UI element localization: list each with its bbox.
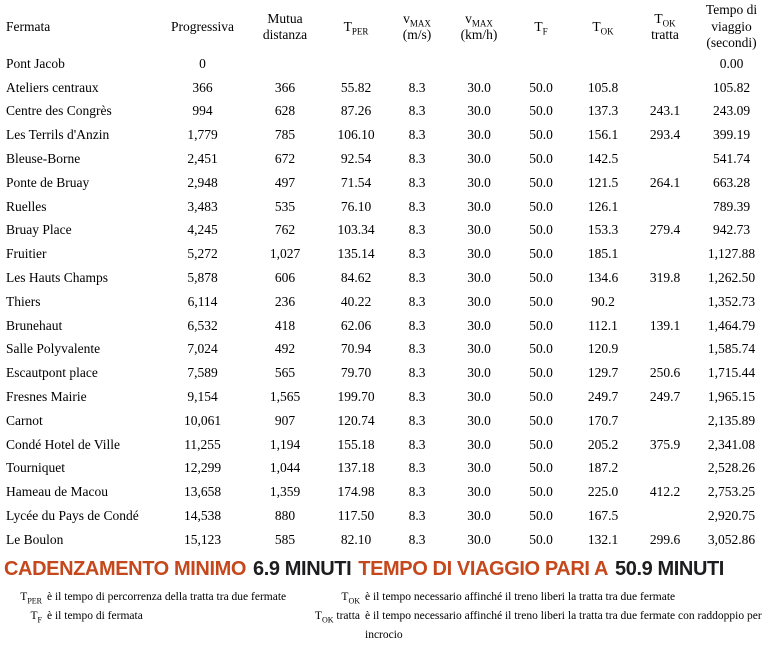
- value-cell: 30.0: [467, 103, 491, 119]
- value-cell: [387, 52, 447, 76]
- stop-name-cell: Le Boulon: [6, 531, 64, 547]
- col-header-label: T: [534, 18, 543, 34]
- value-cell: 155.18: [337, 436, 375, 452]
- stop-name-cell: Salle Polyvalente: [6, 341, 101, 357]
- footnotes-left-column: [0, 588, 296, 645]
- footnotes: [0, 588, 768, 645]
- col-header-label: Fermata: [6, 18, 51, 34]
- footnote-subscript: OK: [321, 615, 334, 625]
- value-cell: 249.7: [587, 389, 619, 405]
- col-header-label: $T_{OK}$: [654, 10, 676, 29]
- value-cell: 319.8: [649, 270, 681, 286]
- value-cell: 13,658: [183, 484, 222, 500]
- footnote-subscript: F: [37, 615, 42, 625]
- value-cell: 205.2: [587, 436, 619, 452]
- value-cell: 2,948: [187, 174, 218, 190]
- value-cell: 250.6: [649, 365, 681, 381]
- value-cell: 30.0: [467, 365, 491, 381]
- col-header-t-ok: [571, 2, 635, 52]
- stop-name-cell: Thiers: [6, 293, 41, 309]
- col-header-t-per: [325, 2, 387, 52]
- value-cell: 50.0: [529, 198, 553, 214]
- value-cell: 135.14: [337, 246, 375, 262]
- stop-name-cell: Fresnes Mairie: [6, 389, 87, 405]
- table-row: [0, 385, 768, 409]
- value-cell: 30.0: [467, 246, 491, 262]
- value-cell: [635, 290, 695, 314]
- col-header-suffix: tratta: [651, 27, 679, 42]
- value-cell: 0: [199, 55, 206, 71]
- value-cell: 8.3: [408, 365, 426, 381]
- value-cell: 8.3: [408, 103, 426, 119]
- value-cell: 62.06: [340, 317, 372, 333]
- value-cell: 994: [192, 103, 213, 119]
- value-cell: [635, 76, 695, 100]
- value-cell: 50.0: [529, 317, 553, 333]
- value-cell: 82.10: [340, 531, 372, 547]
- value-cell: 880: [274, 508, 296, 524]
- stop-name-cell: Lycée du Pays de Condé: [6, 508, 139, 524]
- value-cell: 50.0: [529, 365, 553, 381]
- value-cell: 8.3: [408, 293, 426, 309]
- value-cell: 9,154: [187, 389, 218, 405]
- table-row: [0, 195, 768, 219]
- value-cell: 293.4: [649, 127, 681, 143]
- col-header-subscript: PER: [351, 26, 369, 37]
- value-cell: 30.0: [467, 531, 491, 547]
- col-header-label: Tempo di viaggio (secondi): [705, 2, 758, 51]
- value-cell: [635, 338, 695, 362]
- value-cell: 30.0: [467, 436, 491, 452]
- value-cell: 1,585.74: [707, 341, 756, 357]
- table-row: [0, 433, 768, 457]
- value-cell: 79.70: [340, 365, 372, 381]
- col-header-label: Mutua distanza: [262, 10, 308, 42]
- value-cell: 92.54: [340, 151, 372, 167]
- table-row: [0, 504, 768, 528]
- value-cell: 366: [192, 79, 213, 95]
- footnote-t-ok: [296, 588, 768, 607]
- value-cell: [635, 409, 695, 433]
- col-header-label: Progressiva: [171, 18, 234, 34]
- value-cell: 565: [274, 365, 296, 381]
- footnote-text: è il tempo necessario affinché il treno liberi la tratta tra due fermate: [365, 590, 676, 603]
- value-cell: 8.3: [408, 174, 426, 190]
- value-cell: 199.70: [337, 389, 375, 405]
- value-cell: 2,451: [187, 151, 218, 167]
- value-cell: 30.0: [467, 270, 491, 286]
- value-cell: 50.0: [529, 508, 553, 524]
- table-row: [0, 123, 768, 147]
- value-cell: 174.98: [337, 484, 375, 500]
- table-row: [0, 147, 768, 171]
- stop-name-cell: Carnot: [6, 412, 43, 428]
- col-header-vmax-ms: [387, 2, 447, 52]
- col-header-subscript: F: [542, 26, 548, 37]
- value-cell: 30.0: [467, 460, 491, 476]
- value-cell: 40.22: [340, 293, 372, 309]
- table-row: [0, 409, 768, 433]
- footnote-term: $T_F$: [30, 609, 42, 625]
- value-cell: 156.1: [587, 127, 619, 143]
- col-header-label: T: [343, 18, 352, 34]
- value-cell: 120.74: [337, 412, 375, 428]
- stop-name-cell: Brunehaut: [6, 317, 63, 333]
- stop-name-cell: Ruelles: [6, 198, 47, 214]
- value-cell: 187.2: [587, 460, 619, 476]
- value-cell: 789.39: [712, 198, 751, 214]
- value-cell: [325, 52, 387, 76]
- value-cell: 50.0: [529, 174, 553, 190]
- value-cell: 129.7: [587, 365, 619, 381]
- stop-name-cell: Centre des Congrès: [6, 103, 112, 119]
- value-cell: 535: [274, 198, 296, 214]
- value-cell: 1,027: [269, 246, 301, 262]
- value-cell: 1,565: [269, 389, 301, 405]
- value-cell: 3,483: [187, 198, 218, 214]
- col-header-tempo-viaggio: [695, 2, 768, 52]
- footnote-term-suffix: tratta: [333, 609, 360, 622]
- value-cell: 279.4: [649, 222, 681, 238]
- value-cell: 1,194: [269, 436, 301, 452]
- value-cell: 30.0: [467, 317, 491, 333]
- value-cell: 412.2: [649, 484, 681, 500]
- value-cell: 50.0: [529, 484, 553, 500]
- col-header-label: $v_{MAX}$: [465, 10, 493, 29]
- tempo-viaggio-value: 50.9 MINUTI: [615, 557, 724, 580]
- value-cell: 1,965.15: [707, 389, 756, 405]
- value-cell: 50.0: [529, 460, 553, 476]
- value-cell: 90.2: [591, 293, 615, 309]
- header-row: [0, 2, 768, 52]
- value-cell: 225.0: [587, 484, 619, 500]
- value-cell: 30.0: [467, 389, 491, 405]
- value-cell: 7,589: [187, 365, 218, 381]
- value-cell: 907: [274, 412, 296, 428]
- value-cell: 4,245: [187, 222, 218, 238]
- table-row: [0, 171, 768, 195]
- value-cell: 142.5: [587, 151, 619, 167]
- value-cell: 1,359: [269, 484, 301, 500]
- value-cell: 30.0: [467, 79, 491, 95]
- cadenzamento-label: CADENZAMENTO MINIMO: [4, 557, 247, 580]
- value-cell: 120.9: [587, 341, 619, 357]
- stop-name-cell: Bleuse-Borne: [6, 151, 81, 167]
- value-cell: 139.1: [649, 317, 681, 333]
- footnote-text: è il tempo di fermata: [47, 609, 143, 622]
- value-cell: 672: [274, 151, 296, 167]
- value-cell: 8.3: [408, 198, 426, 214]
- value-cell: 1,352.73: [707, 293, 756, 309]
- value-cell: 105.82: [712, 79, 751, 95]
- value-cell: [245, 52, 325, 76]
- value-cell: 50.0: [529, 293, 553, 309]
- value-cell: 117.50: [337, 508, 375, 524]
- col-header-progressiva: [160, 2, 245, 52]
- value-cell: 541.74: [712, 151, 751, 167]
- value-cell: [635, 457, 695, 481]
- table-row: [0, 242, 768, 266]
- col-header-vmax-kmh: [447, 2, 511, 52]
- table-row: [0, 266, 768, 290]
- value-cell: 762: [274, 222, 296, 238]
- footnotes-right-column: [296, 588, 768, 645]
- value-cell: 8.3: [408, 317, 426, 333]
- value-cell: 50.0: [529, 412, 553, 428]
- value-cell: 30.0: [467, 508, 491, 524]
- footnote-text: è il tempo necessario affinché il treno liberi la tratta tra due fermate con raddoppio per incrocio: [365, 609, 762, 641]
- value-cell: [635, 242, 695, 266]
- value-cell: 112.1: [588, 317, 618, 333]
- value-cell: 785: [274, 127, 296, 143]
- value-cell: 10,061: [183, 412, 222, 428]
- value-cell: 1,127.88: [707, 246, 756, 262]
- value-cell: 243.1: [649, 103, 681, 119]
- value-cell: 8.3: [408, 151, 426, 167]
- value-cell: 942.73: [712, 222, 751, 238]
- value-cell: 6,114: [187, 293, 218, 309]
- table-row: [0, 314, 768, 338]
- value-cell: 366: [274, 79, 296, 95]
- value-cell: 153.3: [587, 222, 619, 238]
- value-cell: 8.3: [408, 222, 426, 238]
- value-cell: 50.0: [529, 436, 553, 452]
- value-cell: 5,878: [187, 270, 218, 286]
- value-cell: 103.34: [337, 222, 375, 238]
- footnote-subscript: PER: [27, 596, 42, 606]
- value-cell: 1,715.44: [707, 365, 756, 381]
- value-cell: 30.0: [467, 341, 491, 357]
- value-cell: 12,299: [183, 460, 222, 476]
- stop-name-cell: Escautpont place: [6, 365, 98, 381]
- value-cell: 375.9: [649, 436, 681, 452]
- value-cell: 243.09: [712, 103, 751, 119]
- value-cell: [635, 147, 695, 171]
- table-row: [0, 76, 768, 100]
- value-cell: 11,255: [184, 436, 221, 452]
- value-cell: 2,135.89: [707, 412, 756, 428]
- value-cell: 50.0: [529, 531, 553, 547]
- value-cell: 50.0: [529, 127, 553, 143]
- table-row: [0, 290, 768, 314]
- value-cell: [635, 195, 695, 219]
- col-header-unit: (m/s): [402, 27, 432, 42]
- footnote-t-ok-tratta: [296, 607, 768, 645]
- value-cell: [571, 52, 635, 76]
- table-row: [0, 528, 768, 552]
- table-row: [0, 338, 768, 362]
- value-cell: 2,920.75: [707, 508, 756, 524]
- value-cell: 299.6: [649, 531, 681, 547]
- value-cell: [511, 52, 571, 76]
- value-cell: 1,262.50: [707, 270, 756, 286]
- value-cell: 249.7: [649, 389, 681, 405]
- stop-name-cell: Hameau de Macou: [6, 484, 108, 500]
- value-cell: 30.0: [467, 484, 491, 500]
- value-cell: 8.3: [408, 127, 426, 143]
- tempo-viaggio-label: TEMPO DI VIAGGIO PARI A: [358, 557, 608, 580]
- value-cell: 3,052.86: [707, 531, 756, 547]
- value-cell: 50.0: [529, 151, 553, 167]
- value-cell: 30.0: [467, 174, 491, 190]
- value-cell: 418: [274, 317, 296, 333]
- value-cell: 71.54: [340, 174, 372, 190]
- table-row: [0, 480, 768, 504]
- summary-headline: [4, 558, 768, 581]
- value-cell: 126.1: [587, 198, 619, 214]
- value-cell: 132.1: [587, 531, 619, 547]
- value-cell: 5,272: [187, 246, 218, 262]
- value-cell: 663.28: [712, 174, 751, 190]
- value-cell: 76.10: [340, 198, 372, 214]
- value-cell: 628: [274, 103, 296, 119]
- value-cell: 606: [274, 270, 296, 286]
- cadenzamento-value: 6.9 MINUTI: [253, 557, 352, 580]
- stop-name-cell: Pont Jacob: [6, 55, 65, 71]
- col-header-fermata: [0, 2, 160, 52]
- footnote-t-per: [0, 588, 296, 607]
- stop-name-cell: Fruitier: [6, 246, 47, 262]
- value-cell: 399.19: [712, 127, 751, 143]
- value-cell: 2,753.25: [707, 484, 756, 500]
- value-cell: 30.0: [467, 151, 491, 167]
- stop-name-cell: Ateliers centraux: [6, 79, 99, 95]
- stop-name-cell: Tourniquet: [6, 460, 66, 476]
- stop-name-cell: Les Hauts Champs: [6, 270, 108, 286]
- value-cell: 236: [274, 293, 296, 309]
- stop-name-cell: Bruay Place: [6, 222, 72, 238]
- footnote-text: è il tempo di percorrenza della tratta tra due fermate: [47, 590, 287, 603]
- col-header-subscript: OK: [600, 26, 614, 37]
- footnote-term: $T_{OK}$ tratta: [314, 609, 360, 625]
- value-cell: 1,464.79: [707, 317, 756, 333]
- value-cell: 264.1: [649, 174, 681, 190]
- value-cell: 8.3: [408, 484, 426, 500]
- value-cell: 492: [274, 341, 296, 357]
- value-cell: 1,779: [187, 127, 218, 143]
- value-cell: 8.3: [408, 531, 426, 547]
- timetable-header: [0, 2, 768, 52]
- value-cell: 30.0: [467, 293, 491, 309]
- stop-name-cell: Condé Hotel de Ville: [6, 436, 121, 452]
- value-cell: 134.6: [587, 270, 619, 286]
- stop-name-cell: Ponte de Bruay: [6, 174, 90, 190]
- value-cell: 30.0: [467, 222, 491, 238]
- value-cell: 137.18: [337, 460, 375, 476]
- value-cell: 8.3: [408, 389, 426, 405]
- value-cell: [635, 504, 695, 528]
- value-cell: 0.00: [719, 55, 744, 71]
- value-cell: 8.3: [408, 341, 426, 357]
- value-cell: 15,123: [183, 531, 222, 547]
- value-cell: 8.3: [408, 79, 426, 95]
- value-cell: 8.3: [408, 270, 426, 286]
- table-row: [0, 100, 768, 124]
- table-row: [0, 457, 768, 481]
- value-cell: 6,532: [187, 317, 218, 333]
- col-header-subscript: MAX: [409, 18, 431, 29]
- value-cell: 14,538: [183, 508, 222, 524]
- value-cell: 70.94: [340, 341, 372, 357]
- value-cell: 8.3: [408, 412, 426, 428]
- value-cell: 50.0: [529, 103, 553, 119]
- value-cell: 170.7: [587, 412, 619, 428]
- document-root: [0, 2, 768, 641]
- col-header-mutua-distanza: [245, 2, 325, 52]
- value-cell: 30.0: [467, 127, 491, 143]
- value-cell: 8.3: [408, 460, 426, 476]
- value-cell: 8.3: [408, 246, 426, 262]
- value-cell: 2,341.08: [707, 436, 756, 452]
- col-header-subscript: MAX: [471, 18, 493, 29]
- table-row: [0, 219, 768, 243]
- value-cell: 185.1: [587, 246, 619, 262]
- footnote-t-f: [0, 607, 296, 626]
- col-header-label: T: [592, 18, 601, 34]
- footnote-term: $T_{OK}$: [341, 590, 360, 606]
- timetable: [0, 2, 768, 552]
- value-cell: [447, 52, 511, 76]
- value-cell: 2,528.26: [707, 460, 756, 476]
- value-cell: [635, 52, 695, 76]
- table-row: [0, 361, 768, 385]
- value-cell: 30.0: [467, 412, 491, 428]
- value-cell: 87.26: [340, 103, 372, 119]
- table-row: [0, 52, 768, 76]
- value-cell: 50.0: [529, 222, 553, 238]
- value-cell: 8.3: [408, 436, 426, 452]
- value-cell: 50.0: [529, 389, 553, 405]
- col-header-unit: (km/h): [460, 27, 498, 42]
- value-cell: 8.3: [408, 508, 426, 524]
- col-header-subscript: OK: [662, 18, 676, 29]
- col-header-t-f: [511, 2, 571, 52]
- footnote-term: $T_{PER}$: [20, 590, 42, 606]
- col-header-t-ok-tratta: [635, 2, 695, 52]
- value-cell: 167.5: [587, 508, 619, 524]
- value-cell: 497: [274, 174, 296, 190]
- col-header-label: $v_{MAX}$: [403, 10, 431, 29]
- timetable-body: [0, 52, 768, 552]
- stop-name-cell: Les Terrils d'Anzin: [6, 127, 110, 143]
- value-cell: 50.0: [529, 270, 553, 286]
- value-cell: 84.62: [340, 270, 372, 286]
- value-cell: 105.8: [587, 79, 619, 95]
- value-cell: 50.0: [529, 246, 553, 262]
- footnote-subscript: OK: [348, 596, 360, 606]
- value-cell: 137.3: [587, 103, 619, 119]
- value-cell: 50.0: [529, 79, 553, 95]
- value-cell: 585: [274, 531, 296, 547]
- value-cell: 1,044: [269, 460, 301, 476]
- value-cell: 106.10: [337, 127, 375, 143]
- value-cell: 55.82: [340, 79, 372, 95]
- value-cell: 7,024: [187, 341, 218, 357]
- value-cell: 30.0: [467, 198, 491, 214]
- value-cell: 50.0: [529, 341, 553, 357]
- value-cell: 121.5: [587, 174, 619, 190]
